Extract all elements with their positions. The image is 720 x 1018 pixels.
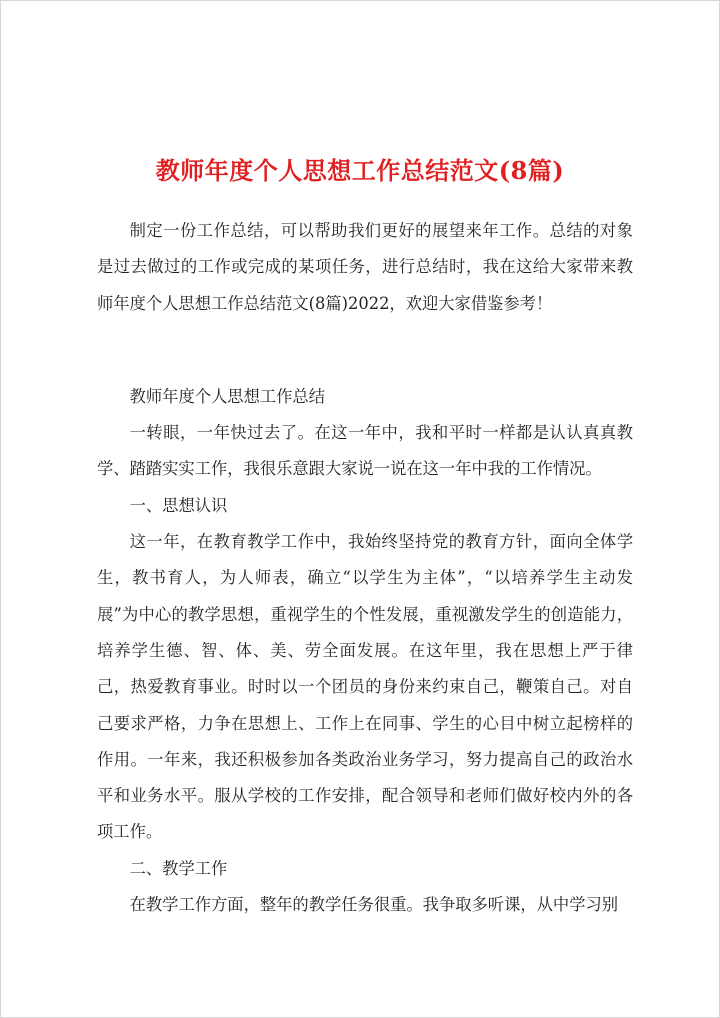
intro-paragraph: 制定一份工作总结，可以帮助我们更好的展望来年工作。总结的对象是过去做过的工作或完成的某项任务，进行总结时，我在这给大家带来教师年度个人思想工作总结范文(8篇)2022，欢迎大家借鉴参考！ bbox=[97, 221, 633, 313]
document-title: 教师年度个人思想工作总结范文(8篇) bbox=[155, 156, 565, 185]
section-title: 教师年度个人思想工作总结 bbox=[129, 386, 325, 406]
heading-teaching: 二、教学工作 bbox=[129, 858, 228, 878]
body-paragraph: 这一年，在教育教学工作中，我始终坚持党的教育方针，面向全体学生，教书育人，为人师表，确立“以学生为主体”，“以培养学生主动发展”为中心的教学思想，重视学生的个性发展，重视激发学生的创造能力，培养学生德、智、体、美、劳全面发展。在这年里，我在思想上严于律己，热爱教育事业。时时以一个团员的身份来约束自己，鞭策自己。对自己要求严格，力争在思想上、工作上在同事、学生的心目中树立起榜样的作用。一年来，我还积极参加各类政治业务学习，努力提高自己的政治水平和业务水平。服从学校的工作安排，配合领导和老师们做好校内外的各项工作。 bbox=[97, 532, 633, 842]
document-body bbox=[97, 213, 633, 923]
section-spacer bbox=[97, 322, 633, 379]
heading-thought: 一、思想认识 bbox=[129, 495, 228, 515]
body-paragraph: 一转眼，一年快过去了。在这一年中，我和平时一样都是认认真真教学、踏踏实实工作，我很乐意跟大家说一说在这一年中我的工作情况。 bbox=[97, 423, 633, 479]
body-paragraph: 在教学工作方面，整年的教学任务很重。我争取多听课，从中学习别 bbox=[129, 895, 619, 915]
